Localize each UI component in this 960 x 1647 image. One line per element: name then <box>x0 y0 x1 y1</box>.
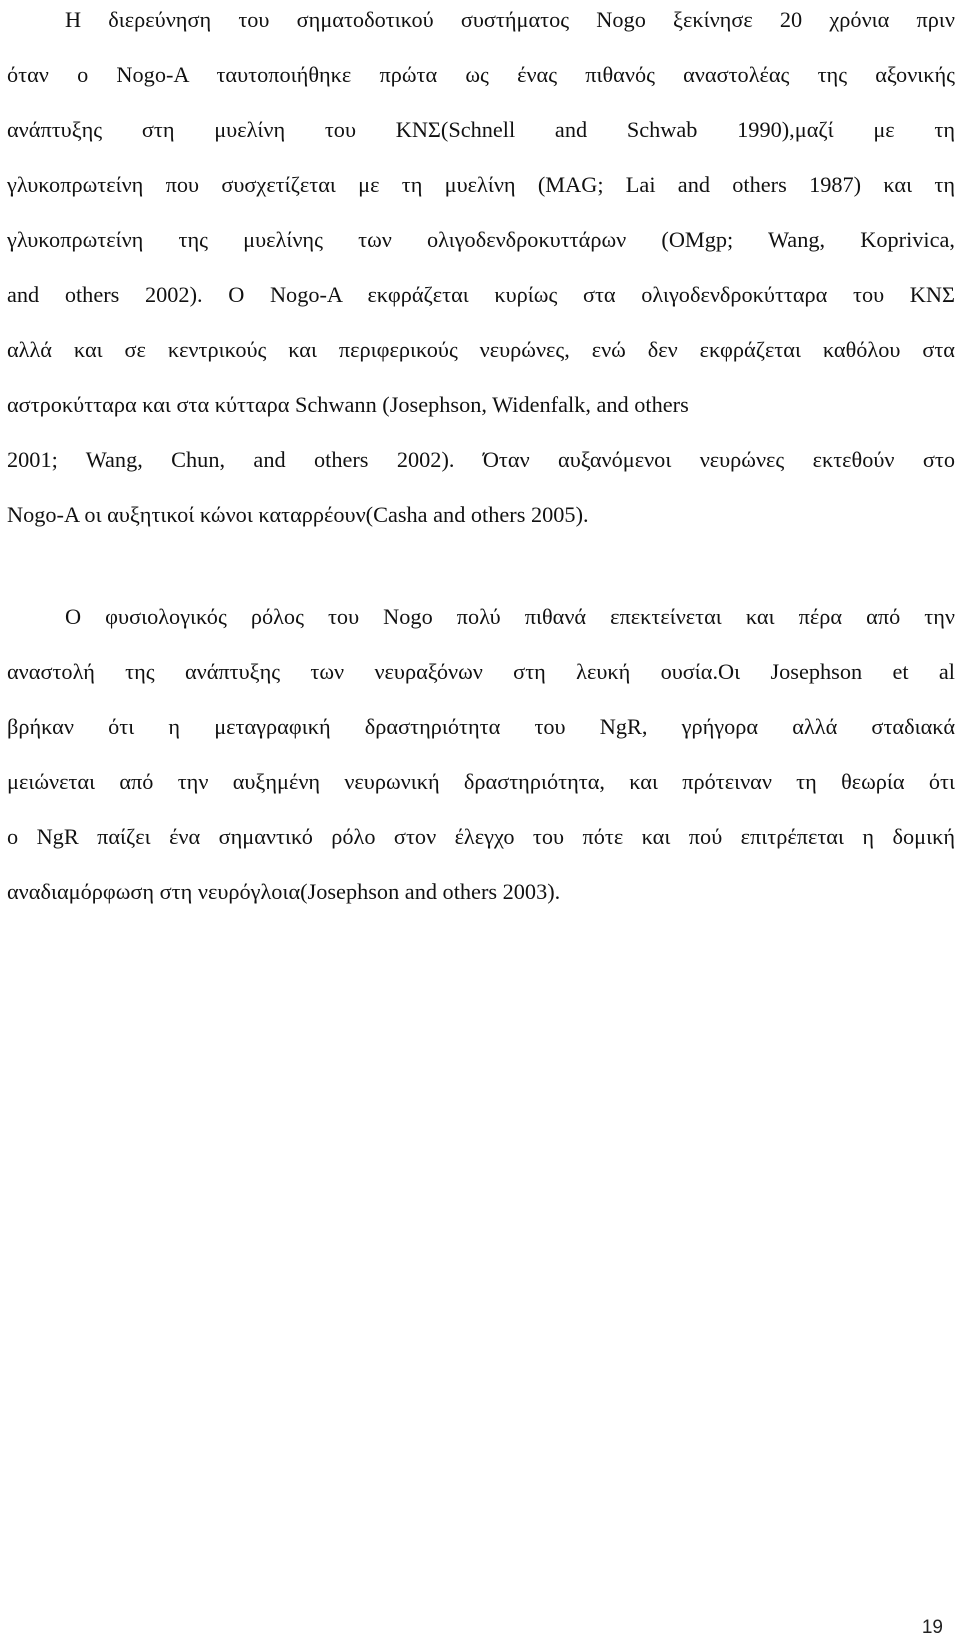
page-number: 19 <box>921 1617 943 1638</box>
paragraph-line: Nogo-A οι αυξητικοί κώνοι καταρρέουν(Casha and others 2005). <box>7 502 589 527</box>
paragraph-line: αστροκύτταρα και στα κύτταρα Schwann (Josephson, Widenfalk, and others <box>7 392 689 417</box>
paragraph-line: Ο φυσιολογικός ρόλος του Nogo πολύ πιθανά επεκτείνεται και πέρα από την <box>65 604 955 629</box>
paragraph-line: Η διερεύνηση του σηματοδοτικού συστήματος Nogo ξεκίνησε 20 χρόνια πριν <box>65 7 955 32</box>
paragraph-line: αναστολή της ανάπτυξης των νευραξόνων στη λευκή ουσία.Οι Josephson et al <box>7 659 955 684</box>
paragraph-line: γλυκοπρωτείνη της μυελίνης των ολιγοδενδροκυττάρων (OMgp; Wang, Koprivica, <box>7 227 955 252</box>
paragraph-line: ο NgR παίζει ένα σημαντικό ρόλο στον έλεγχο του πότε και πού επιτρέπεται η δομική <box>7 824 955 849</box>
paragraph-line: γλυκοπρωτείνη που συσχετίζεται με τη μυελίνη (MAG; Lai and others 1987) και τη <box>7 172 955 197</box>
paragraph-line: μειώνεται από την αυξημένη νευρωνική δραστηριότητα, και πρότειναν τη θεωρία ότι <box>7 769 955 794</box>
paragraph-line: 2001; Wang, Chun, and others 2002). Όταν αυξανόμενοι νευρώνες εκτεθούν στο <box>7 447 955 472</box>
paragraph-line: αναδιαμόρφωση στη νευρόγλοια(Josephson and others 2003). <box>7 879 561 904</box>
paragraph-line: and others 2002). Ο Nogo-A εκφράζεται κυρίως στα ολιγοδενδροκύτταρα του ΚΝΣ <box>7 282 955 307</box>
paragraph-line: αλλά και σε κεντρικούς και περιφερικούς νευρώνες, ενώ δεν εκφράζεται καθόλου στα <box>7 337 955 362</box>
paragraph-line: ανάπτυξης στη μυελίνη του ΚΝΣ(Schnell and Schwab 1990),μαζί με τη <box>7 117 955 142</box>
paragraph-line: βρήκαν ότι η μεταγραφική δραστηριότητα του NgR, γρήγορα αλλά σταδιακά <box>7 714 955 739</box>
paragraph-line: όταν ο Nogo-A ταυτοποιήθηκε πρώτα ως ένας πιθανός αναστολέας της αξονικής <box>7 62 955 87</box>
